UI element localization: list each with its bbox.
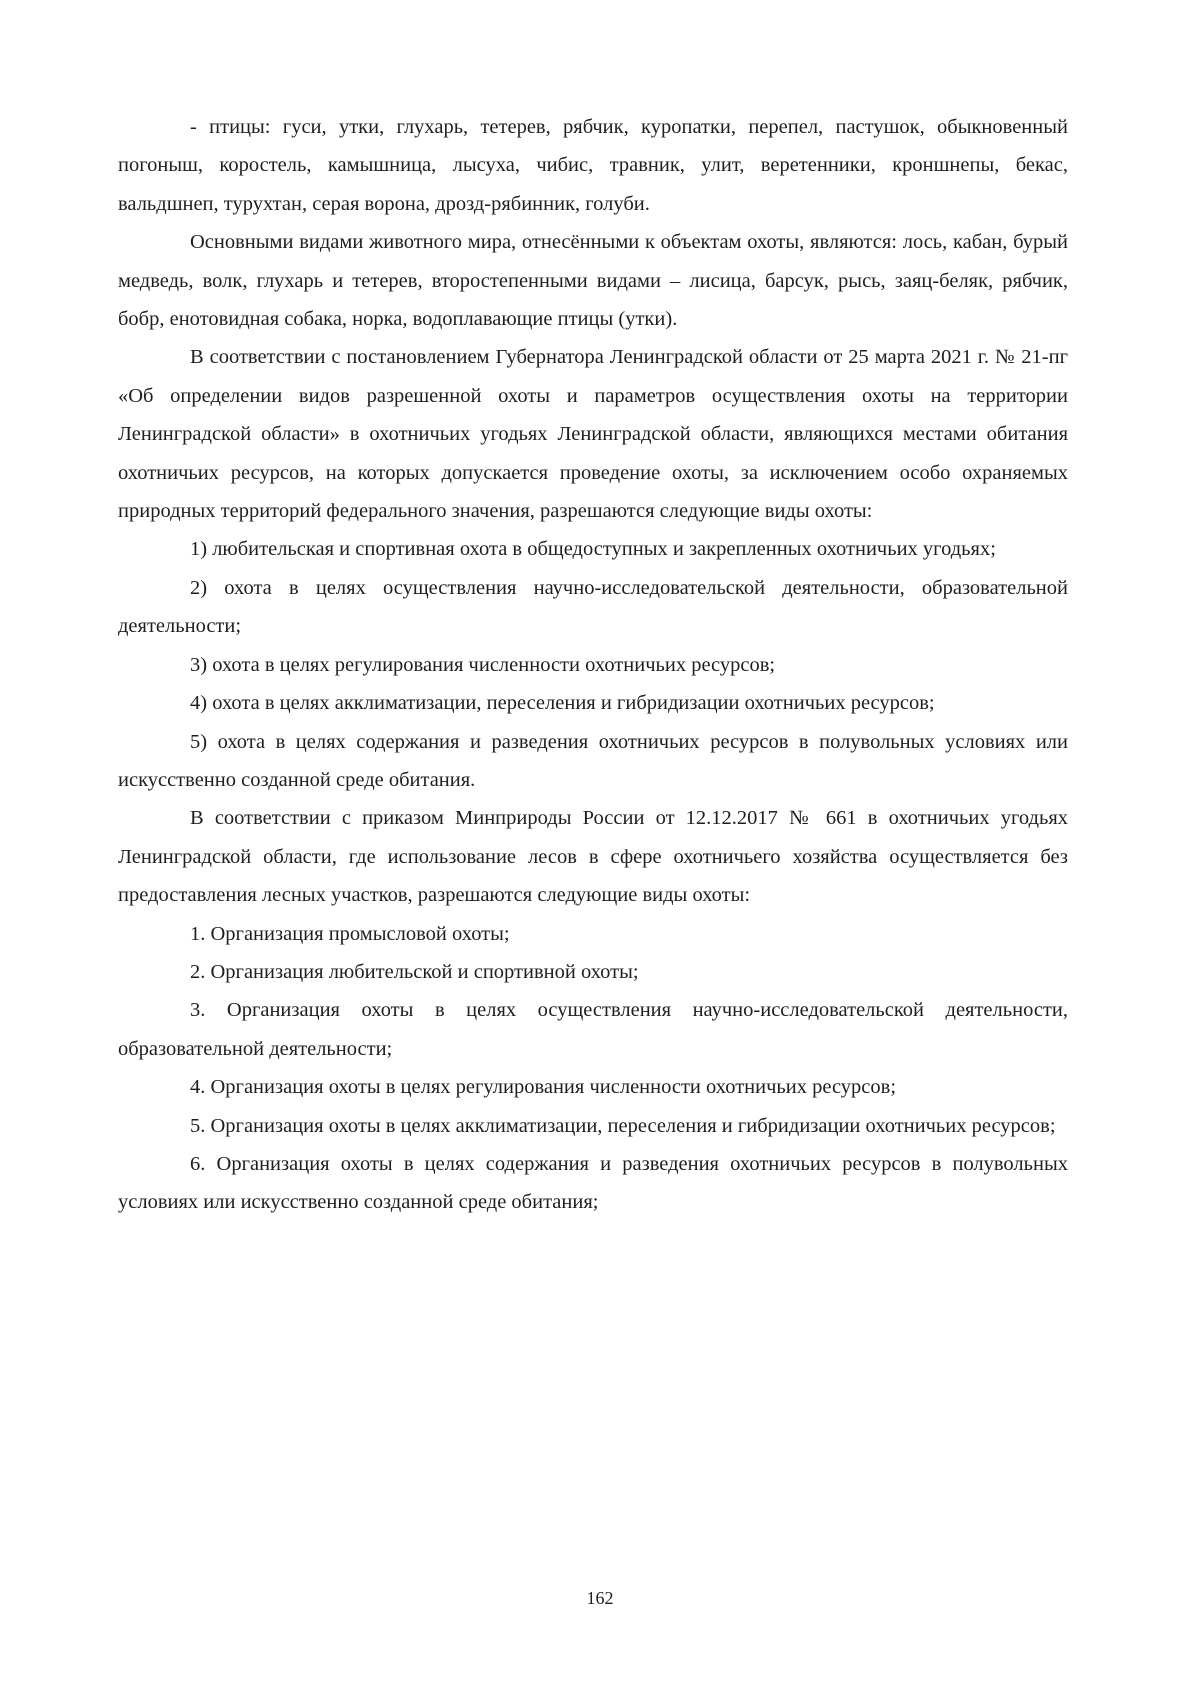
list-item-organization-3: 3. Организация охоты в целях осуществления научно-исследовательской деятельности, образовательной деятельности; — [118, 999, 1068, 1060]
list-item-hunting-type-2: 2) охота в целях осуществления научно-исследовательской деятельности, образовательной деятельности; — [118, 576, 1068, 638]
list-item-hunting-type-1: 1) любительская и спортивная охота в общедоступных и закрепленных охотничьих угодьях; — [190, 538, 996, 561]
list-item-organization-6: 6. Организация охоты в целях содержания и разведения охотничьих ресурсов в полувольных условиях или искусственно созданной среде обитания; — [118, 1152, 1068, 1214]
paragraph-governor-decree: В соответствии с постановлением Губернатора Ленинградской области от 25 марта 2021 г. № 21-пг «Об определении видов разрешенной охоты и параметров осуществления охоты на территории Ленинградской области» в охотничьих угодьях Ленинградской области, являющихся местами обитания охотничьих ресурсов, на которых допускается проведение охоты, за исключением особо охраняемых природных территорий федерального значения, разрешаются следующие виды охоты: — [118, 346, 1068, 523]
list-item-organization-4: 4. Организация охоты в целях регулирования численности охотничьих ресурсов; — [190, 1076, 897, 1099]
paragraph-birds-list: - птицы: гуси, утки, глухарь, тетерев, рябчик, куропатки, перепел, пастушок, обыкновенный погоныш, коростель, камышница, лысуха, чибис, травник, улит, веретенники, кроншнепы, бекас, вальдшнеп, турухтан, серая ворона, дрозд-рябинник, голуби. — [118, 116, 1068, 215]
paragraph-ministry-order: В соответствии с приказом Минприроды России от 12.12.2017 № 661 в охотничьих угодьях Ленинградской области, где использование лесов в сфере охотничьего хозяйства осуществляется без предоставления лесных участков, разрешаются следующие виды охоты: — [118, 807, 1068, 907]
paragraph-main-species: Основными видами животного мира, отнесёнными к объектам охоты, являются: лось, кабан, бурый медведь, волк, глухарь и тетерев, второстепенными видами – лисица, барсук, рысь, заяц-беляк, рябчик, бобр, енотовидная собака, норка, водоплавающие птицы (утки). — [118, 231, 1068, 331]
list-item-organization-2: 2. Организация любительской и спортивной охоты; — [190, 960, 639, 983]
body-text — [118, 108, 1068, 1222]
list-item-hunting-type-4: 4) охота в целях акклиматизации, переселения и гибридизации охотничьих ресурсов; — [190, 692, 935, 715]
list-item-hunting-type-3: 3) охота в целях регулирования численности охотничьих ресурсов; — [190, 653, 776, 676]
list-item-organization-1: 1. Организация промысловой охоты; — [190, 922, 510, 945]
list-item-organization-5: 5. Организация охоты в целях акклиматизации, переселения и гибридизации охотничьих ресурсов; — [190, 1114, 1056, 1137]
page-number: 162 — [586, 1588, 614, 1608]
list-item-hunting-type-5: 5) охота в целях содержания и разведения охотничьих ресурсов в полувольных условиях или искусственно созданной среде обитания. — [118, 730, 1068, 791]
